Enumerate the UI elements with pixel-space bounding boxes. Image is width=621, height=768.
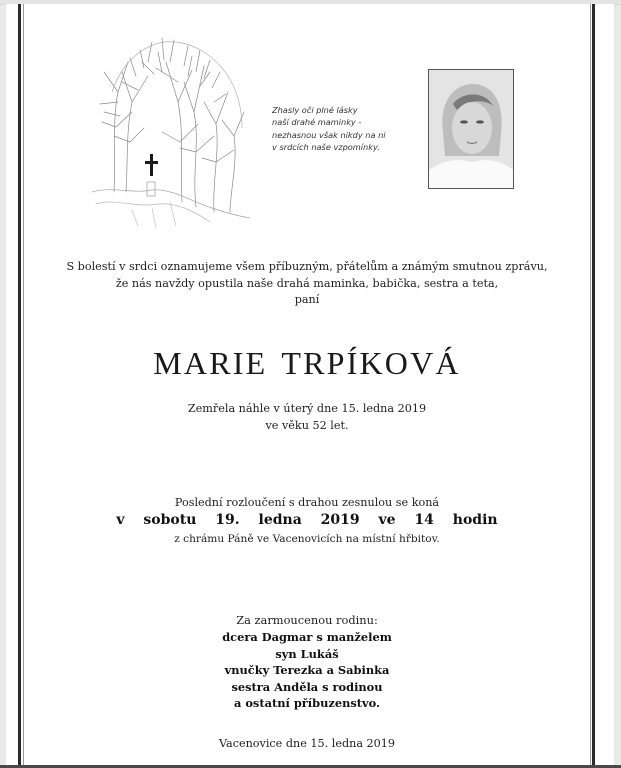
portrait-photo-icon [428,69,514,189]
poem-line: Zhasly oči plné lásky [272,105,358,115]
family-member: vnučky Terezka a Sabinka [224,663,390,678]
memorial-poem [272,104,422,153]
poem-line: v srdcích naše vzpomínky. [272,141,380,152]
first-name: MARIE [153,345,268,381]
family-member: syn Lukáš [275,646,339,661]
poem-line: nezhasnou však nikdy na ni [272,129,386,140]
trees-with-cross-icon [92,32,250,228]
announcement-line: paní [294,293,320,306]
family-member: dcera Dagmar s manželem [222,630,392,644]
death-details [24,401,590,434]
funeral-place: z chrámu Páně ve Vacenovicích na místní hřbitov. [174,533,440,545]
funeral-intro: Poslední rozloučení s drahou zesnulou se koná [174,496,440,509]
funeral-date: v sobotu 19. ledna 2019 ve 14 hodin [116,512,498,528]
right-border-thick [592,4,595,765]
family-heading: Za zarmoucenou rodinu: [236,613,378,627]
family-members [24,629,590,712]
deceased-name [24,345,590,382]
family-member: a ostatní příbuzenstvo. [233,696,381,711]
announcement-line: že nás navždy opustila naše drahá maminka, babička, sestra a teta, [115,276,499,290]
family-member: sestra Anděla s rodinou [231,679,383,694]
announcement-text [24,259,590,309]
place-and-date: Vacenovice dne 15. ledna 2019 [218,737,396,750]
last-name: TRPÍKOVÁ [281,345,461,381]
announcement-line: S bolestí v srdci oznamujeme všem příbuzným, přátelům a známým smutnou zprávu, [66,260,548,273]
age: ve věku 52 let. [265,418,349,432]
death-date: Zemřela náhle v úterý dne 15. ledna 2019 [187,402,427,415]
left-border-thick [18,4,21,765]
poem-line: naší drahé maminky - [272,117,362,128]
right-border-thin [590,4,591,765]
